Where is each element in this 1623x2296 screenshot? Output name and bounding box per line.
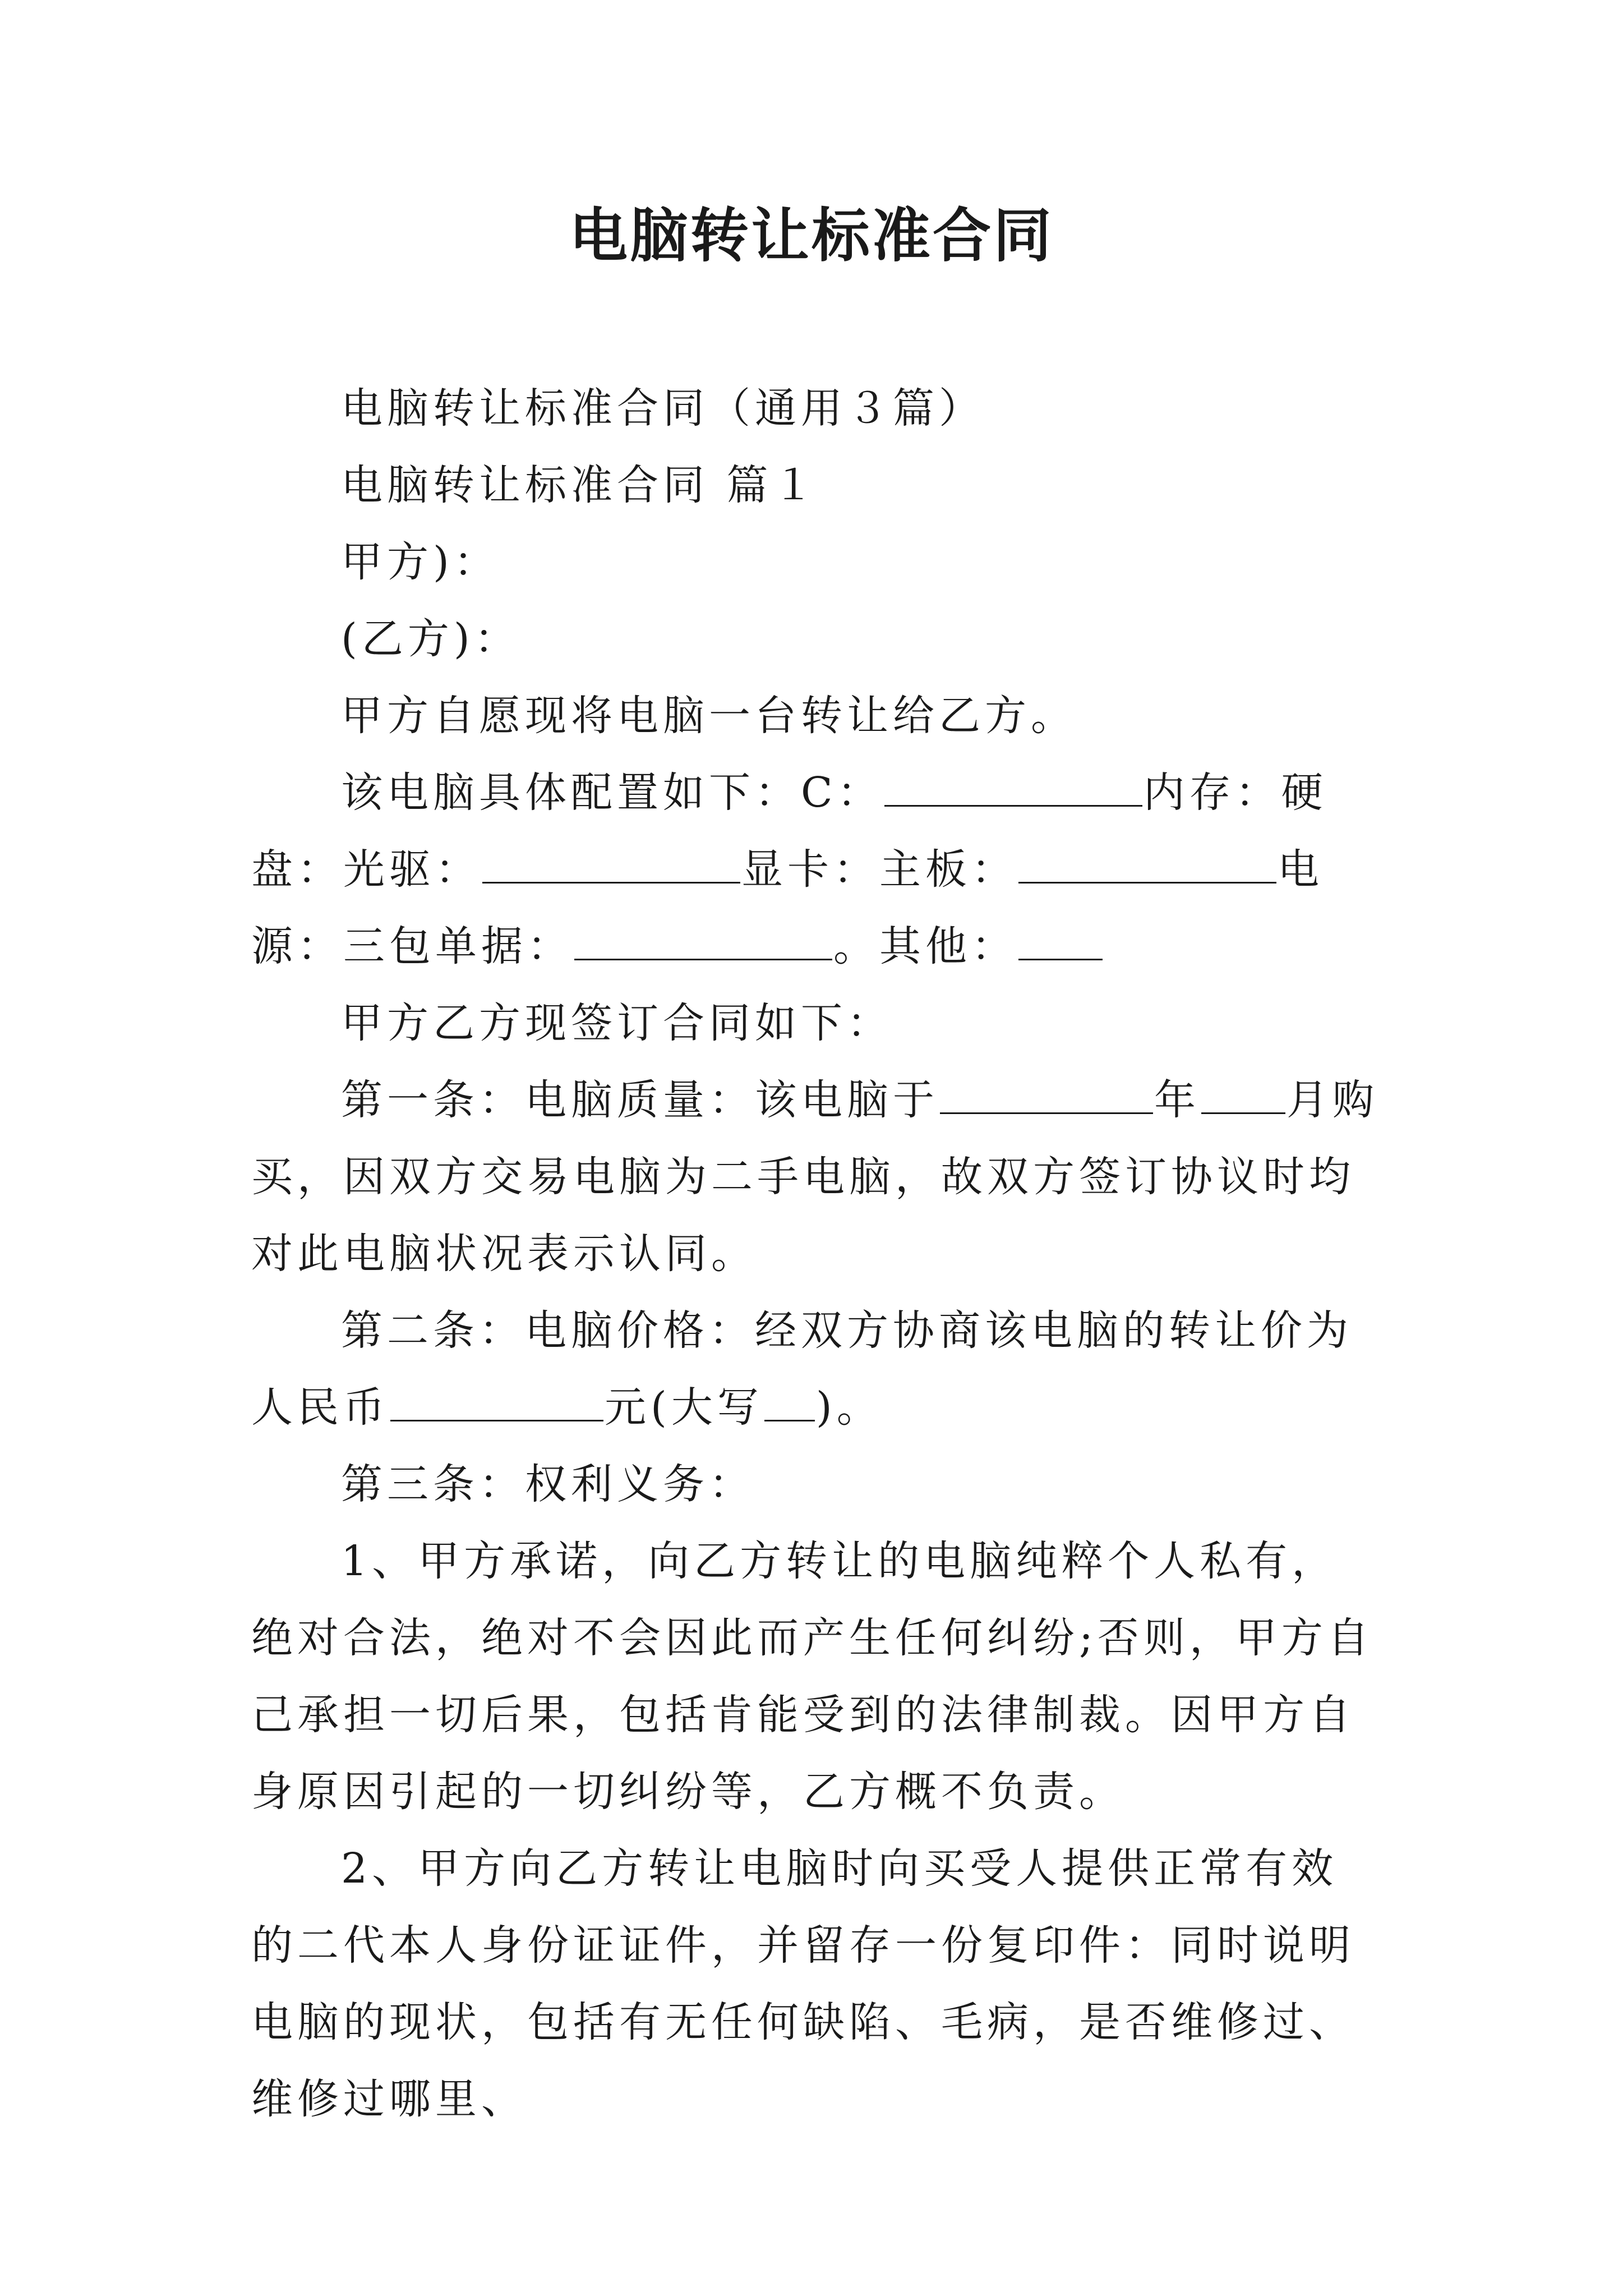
article-1-lead: 第一条：电脑质量：该电脑于: [341, 1076, 939, 1124]
optical-blank: [482, 846, 740, 884]
year-blank: [940, 1076, 1153, 1114]
article-1: [251, 1062, 1378, 1292]
config-receipt: 单据：: [435, 922, 573, 970]
sign-intro: 甲方乙方现签订合同如下：: [341, 999, 893, 1047]
clause-1: 1、甲方承诺，向乙方转让的电脑纯粹个人私有，绝对合法，绝对不会因此而产生任何纠纷;否则，甲方自己承担一切后果，包括肯能受到的法律制裁。因甲方自身原因引起的一切纠纷等，乙方概不负责。: [251, 1537, 1373, 1816]
intro-paragraph: 甲方自愿现将电脑一台转让给乙方。: [341, 692, 1077, 740]
config-power: 电源：三包: [251, 845, 1324, 970]
clause-2: 2、甲方向乙方转让电脑时向买受人提供正常有效的二代本人身份证证件，并留存一份复印件：同时说明电脑的现状，包括有无任何缺陷、毛病，是否维修过、维修过哪里、: [251, 1844, 1355, 2123]
config-gpu-board: 显卡：主板：: [741, 845, 1017, 894]
price-blank: [390, 1384, 603, 1421]
party-b-line: (乙方)：: [341, 615, 520, 663]
article-2-yuan: 元(大写: [605, 1383, 763, 1432]
config-paragraph: [251, 754, 1378, 985]
article-1-rest: 因双方交易电脑为二手电脑，故双方签订协议时均对此电脑状况表示认同。: [251, 1153, 1355, 1278]
price-words-blank: [764, 1384, 815, 1421]
document-body: [251, 370, 1378, 2138]
article-2-close: )。: [815, 1383, 883, 1432]
config-optical: 光驱：: [343, 845, 481, 894]
receipt-blank: [574, 923, 832, 960]
document-title: 电脑转让标准合同: [569, 201, 1054, 270]
article-1-year: 年: [1154, 1076, 1200, 1124]
other-blank: [1018, 923, 1103, 960]
section-heading: 电脑转让标准合同 篇１: [341, 461, 819, 509]
article-2: [251, 1292, 1378, 1446]
board-blank: [1018, 846, 1276, 884]
config-memory: 内存：硬盘：: [251, 769, 1327, 894]
month-blank: [1201, 1076, 1285, 1114]
party-a-line: 甲方)：: [341, 538, 500, 586]
subtitle: 电脑转让标准合同（通用３篇）: [341, 384, 985, 432]
article-3: 第三条：权利义务：: [341, 1460, 755, 1508]
config-other: 。其他：: [833, 922, 1017, 970]
cpu-blank: [884, 769, 1142, 807]
article-2-lead: 第二条：电脑价格：经双方协商该电脑的转让价为人民: [251, 1306, 1353, 1432]
article-2-currency: 币: [343, 1383, 389, 1432]
config-lead: 该电脑具体配置如下：C：: [341, 769, 883, 817]
article-1-month: 月购买，: [251, 1076, 1378, 1201]
